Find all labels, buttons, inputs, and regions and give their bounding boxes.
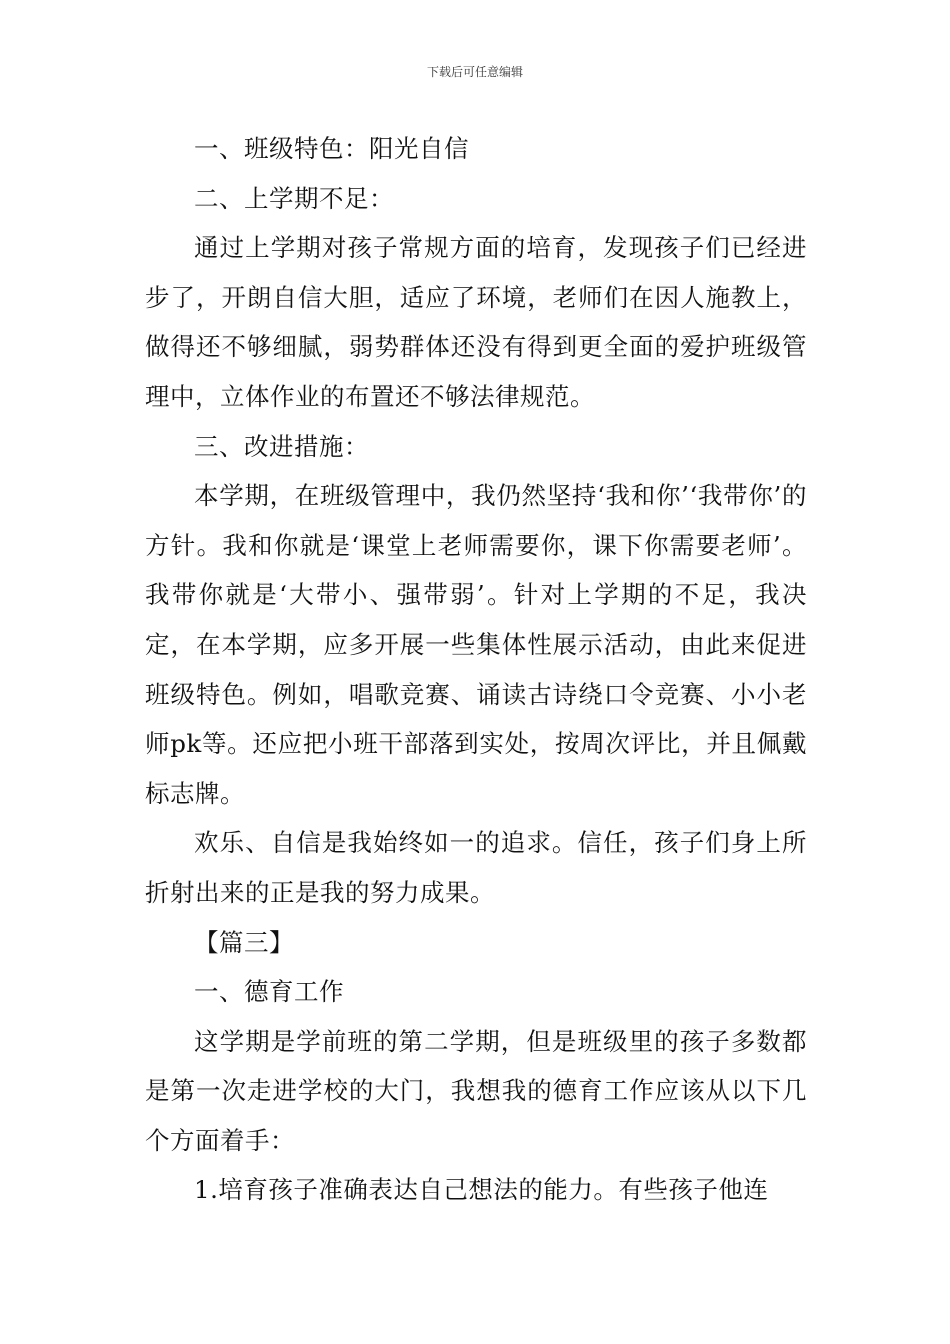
- section-heading-last-term-shortcomings: 二、上学期不足：: [194, 183, 394, 213]
- paragraph-improvement-plan: 本学期，在班级管理中，我仍然坚持‘我和你’‘我带你’的方针。我和你就是‘课堂上老师需要你，课下你需要老师’。我带你就是‘大带小、强带弱’。针对上学期的不足，我决定，在本学期，应多开展一些集体性展示活动，由此来促进班级特色。例如，唱歌竞赛、诵读古诗绕口令竞赛、小小老师pk等。还应把小班干部落到实处，按周次评比，并且佩戴标志牌。: [145, 481, 807, 808]
- document-body: [145, 124, 807, 1215]
- paragraph-moral-education-intro: 这学期是学前班的第二学期，但是班级里的孩子多数都是第一次走进学校的大门，我想我的德育工作应该从以下几个方面着手：: [145, 1026, 807, 1155]
- chapter-heading-part-three: 【篇三】: [194, 927, 294, 957]
- section-heading-class-feature: 一、班级特色：阳光自信: [194, 134, 469, 163]
- paragraph-last-term-review: 通过上学期对孩子常规方面的培育，发现孩子们已经进步了，开朗自信大胆，适应了环境，老师们在因人施教上，做得还不够细腻，弱势群体还没有得到更全面的爱护班级管理中，立体作业的布置还不够法律规范。: [145, 233, 807, 411]
- section-heading-moral-education: 一、德育工作: [194, 977, 344, 1007]
- section-heading-improvement-measures: 三、改进措施：: [194, 431, 369, 461]
- page-header: 下载后可任意编辑: [426, 65, 523, 79]
- paragraph-pursuit: 欢乐、自信是我始终如一的追求。信任，孩子们身上所折射出来的正是我的努力成果。: [145, 828, 807, 907]
- list-item-expression-ability: 1.培育孩子准确表达自己想法的能力。有些孩子他连: [194, 1175, 769, 1205]
